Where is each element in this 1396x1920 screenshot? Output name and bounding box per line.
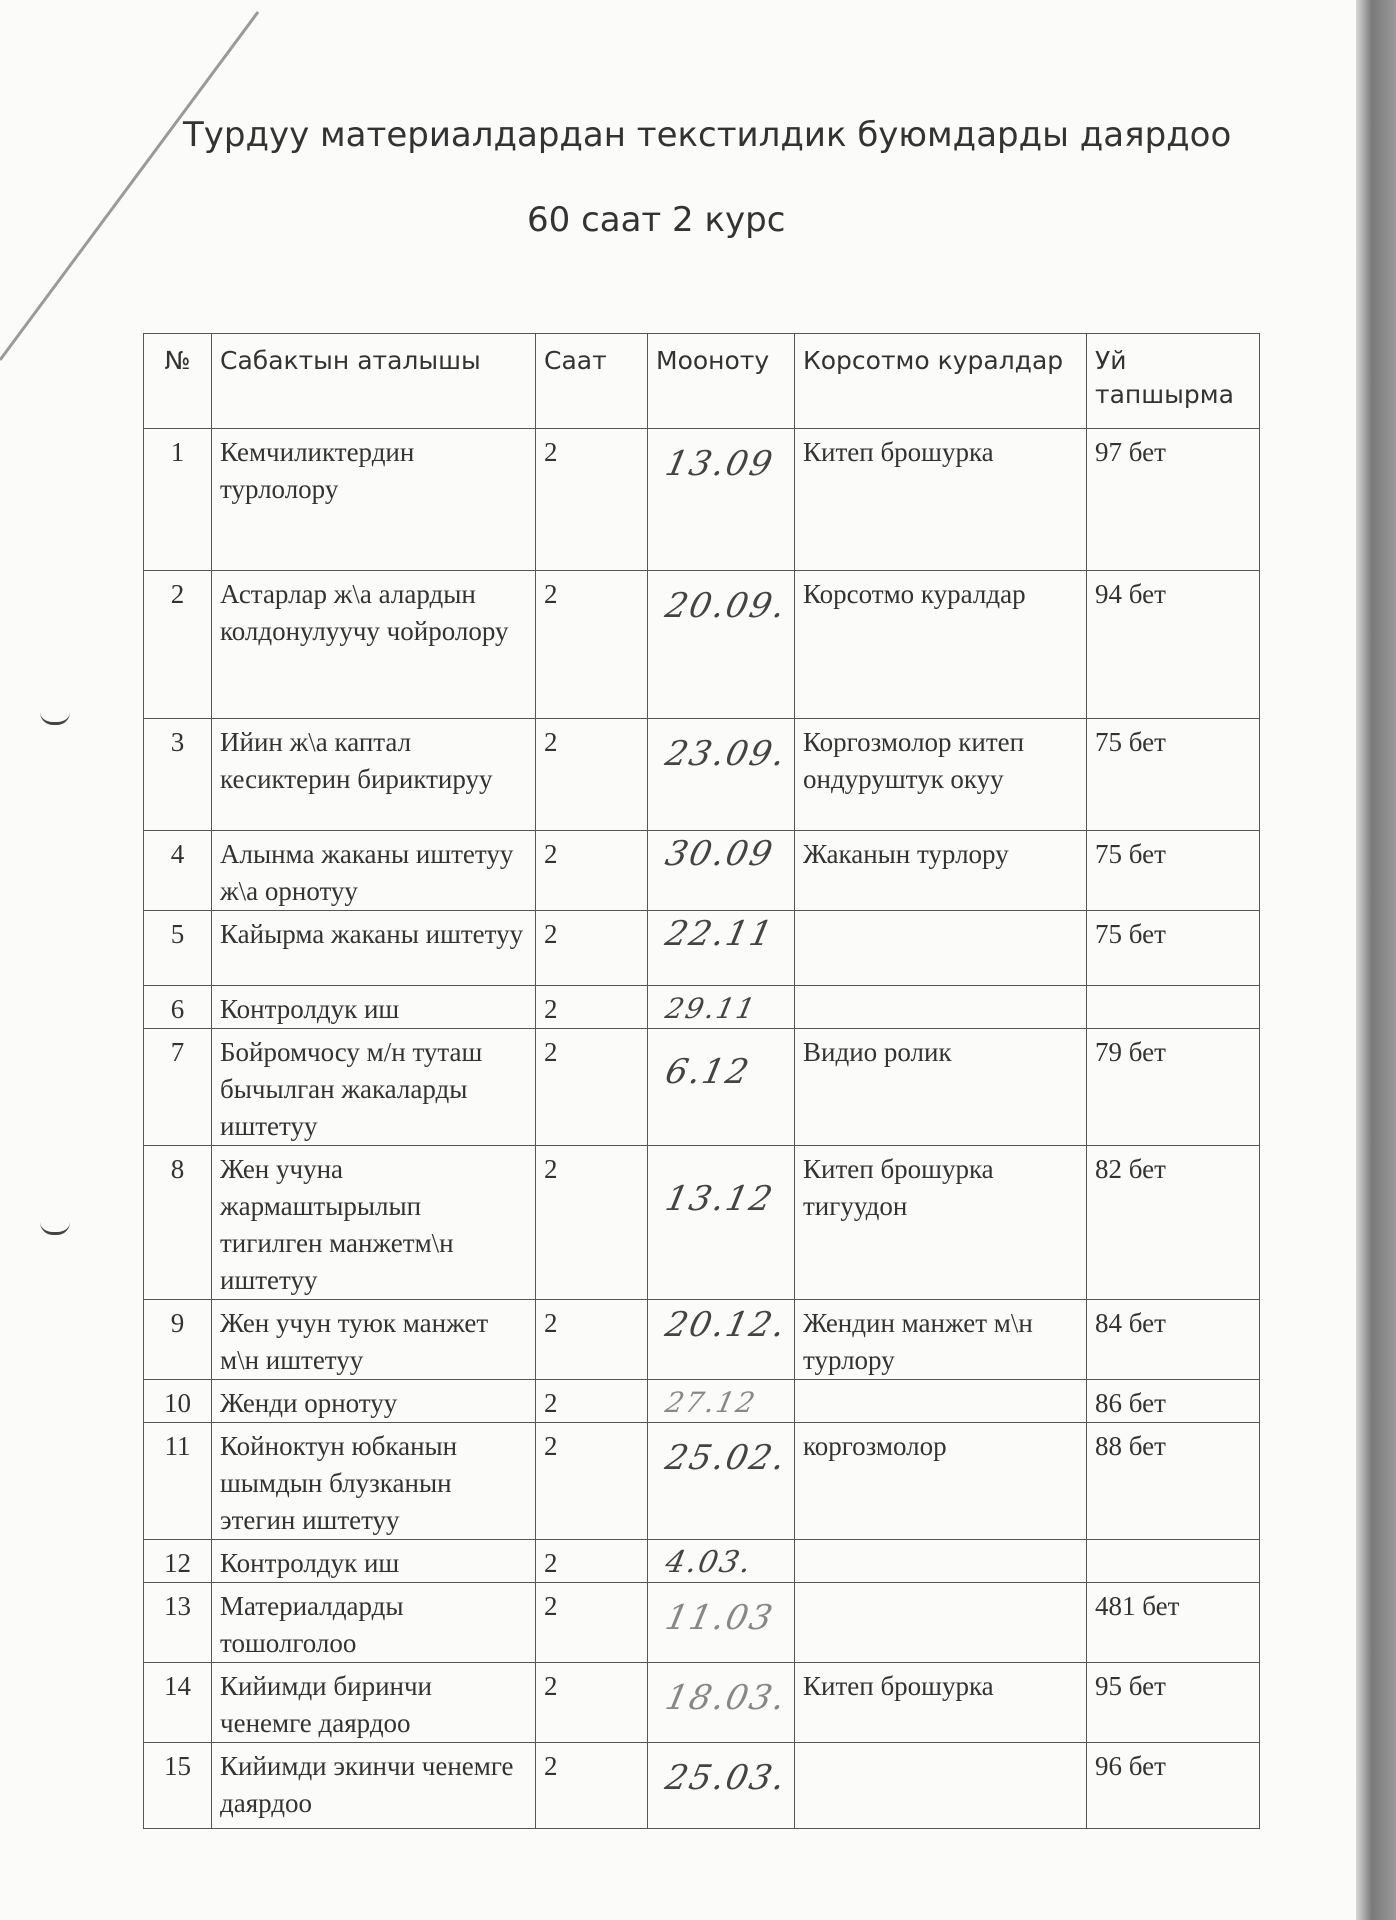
row-name: Алынма жаканы иштетуу ж\а орнотуу xyxy=(212,831,536,911)
row-name: Контролдук иш xyxy=(212,986,536,1029)
row-name: Кайырма жаканы иштетуу xyxy=(212,911,536,986)
header-num: № xyxy=(144,334,212,429)
row-hours: 2 xyxy=(536,1540,648,1583)
table-row xyxy=(144,1540,1260,1583)
table-row xyxy=(144,1300,1260,1380)
row-hours: 2 xyxy=(536,1583,648,1663)
row-num: 1 xyxy=(144,429,212,571)
row-hours: 2 xyxy=(536,429,648,571)
row-hours: 2 xyxy=(536,1663,648,1743)
scan-edge-shadow xyxy=(1356,0,1396,1920)
punch-hole-mark xyxy=(40,1222,70,1235)
table-row xyxy=(144,1380,1260,1423)
row-date: 13.12 xyxy=(648,1146,795,1300)
row-num: 10 xyxy=(144,1380,212,1423)
row-tools: Коргозмолор китеп ондуруштук окуу xyxy=(795,719,1087,831)
row-name: Кийимди биринчи ченемге даярдоо xyxy=(212,1663,536,1743)
table-header-row xyxy=(144,334,1260,429)
row-date: 25.03. xyxy=(648,1743,795,1829)
row-hours: 2 xyxy=(536,719,648,831)
row-tools: Китеп брошурка тигуудон xyxy=(795,1146,1087,1300)
row-homework: 94 бет xyxy=(1087,571,1260,719)
row-num: 4 xyxy=(144,831,212,911)
row-hours: 2 xyxy=(536,1743,648,1829)
row-num: 8 xyxy=(144,1146,212,1300)
scan-artifact-line xyxy=(0,0,280,380)
row-tools: Китеп брошурка xyxy=(795,1663,1087,1743)
row-hours: 2 xyxy=(536,1300,648,1380)
row-tools xyxy=(795,911,1087,986)
row-date: 29.11 xyxy=(648,986,795,1029)
row-hours: 2 xyxy=(536,1380,648,1423)
table-row xyxy=(144,571,1260,719)
row-tools xyxy=(795,1380,1087,1423)
row-homework xyxy=(1087,1540,1260,1583)
header-date: Мооноту xyxy=(648,334,795,429)
table-row xyxy=(144,429,1260,571)
table-row xyxy=(144,1423,1260,1540)
table-row xyxy=(144,911,1260,986)
row-homework xyxy=(1087,986,1260,1029)
table-row xyxy=(144,1743,1260,1829)
document-title: Турдуу материалдардан текстилдик буюмдарды даярдоо xyxy=(183,115,1232,155)
row-homework: 97 бет xyxy=(1087,429,1260,571)
row-tools: Китеп брошурка xyxy=(795,429,1087,571)
row-num: 13 xyxy=(144,1583,212,1663)
row-date: 20.09. xyxy=(648,571,795,719)
row-name: Контролдук иш xyxy=(212,1540,536,1583)
row-name: Жен учун туюк манжет м\н иштетуу xyxy=(212,1300,536,1380)
row-homework: 84 бет xyxy=(1087,1300,1260,1380)
row-name: Ийин ж\а каптал кесиктерин бириктируу xyxy=(212,719,536,831)
row-num: 3 xyxy=(144,719,212,831)
row-homework: 86 бет xyxy=(1087,1380,1260,1423)
row-name: Жен учуна жармаштырылып тигилген манжетм\н иштетуу xyxy=(212,1146,536,1300)
header-tools: Корсотмо куралдар xyxy=(795,334,1087,429)
row-hours: 2 xyxy=(536,911,648,986)
table-row xyxy=(144,1663,1260,1743)
punch-hole-mark xyxy=(40,712,70,725)
row-name: Койноктун юбканын шымдын блузканын этегин иштетуу xyxy=(212,1423,536,1540)
row-name: Астарлар ж\а алардын колдонулуучу чойролору xyxy=(212,571,536,719)
row-tools xyxy=(795,1583,1087,1663)
row-date: 27.12 xyxy=(648,1380,795,1423)
row-num: 6 xyxy=(144,986,212,1029)
row-tools xyxy=(795,1743,1087,1829)
row-date: 25.02. xyxy=(648,1423,795,1540)
row-tools xyxy=(795,1540,1087,1583)
row-num: 2 xyxy=(144,571,212,719)
row-name: Бойромчосу м/н туташ бычылган жакаларды иштетуу xyxy=(212,1029,536,1146)
header-hours: Саат xyxy=(536,334,648,429)
row-num: 9 xyxy=(144,1300,212,1380)
row-num: 14 xyxy=(144,1663,212,1743)
row-date: 6.12 xyxy=(648,1029,795,1146)
row-num: 7 xyxy=(144,1029,212,1146)
header-homework: Уй тапшырма xyxy=(1087,334,1260,429)
row-name: Женди орнотуу xyxy=(212,1380,536,1423)
row-name: Кемчиликтердин турлолору xyxy=(212,429,536,571)
row-tools: Жаканын турлору xyxy=(795,831,1087,911)
document-subtitle: 60 саат 2 курс xyxy=(527,200,786,240)
row-hours: 2 xyxy=(536,1146,648,1300)
table-row xyxy=(144,1583,1260,1663)
table-row xyxy=(144,1029,1260,1146)
row-hours: 2 xyxy=(536,831,648,911)
row-tools: Корсотмо куралдар xyxy=(795,571,1087,719)
header-name: Сабактын аталышы xyxy=(212,334,536,429)
row-homework: 88 бет xyxy=(1087,1423,1260,1540)
lesson-plan-table xyxy=(143,333,1260,1829)
row-homework: 96 бет xyxy=(1087,1743,1260,1829)
table-row xyxy=(144,1146,1260,1300)
table-row xyxy=(144,831,1260,911)
row-date: 30.09 xyxy=(648,831,795,911)
row-hours: 2 xyxy=(536,1029,648,1146)
row-date: 23.09. xyxy=(648,719,795,831)
row-num: 5 xyxy=(144,911,212,986)
row-name: Кийимди экинчи ченемге даярдоо xyxy=(212,1743,536,1829)
row-date: 22.11 xyxy=(648,911,795,986)
row-hours: 2 xyxy=(536,986,648,1029)
row-date: 20.12. xyxy=(648,1300,795,1380)
row-date: 4.03. xyxy=(648,1540,795,1583)
row-homework: 95 бет xyxy=(1087,1663,1260,1743)
row-date: 18.03. xyxy=(648,1663,795,1743)
row-tools xyxy=(795,986,1087,1029)
row-homework: 82 бет xyxy=(1087,1146,1260,1300)
row-hours: 2 xyxy=(536,571,648,719)
row-num: 15 xyxy=(144,1743,212,1829)
row-homework: 75 бет xyxy=(1087,831,1260,911)
table-row xyxy=(144,719,1260,831)
table-row xyxy=(144,986,1260,1029)
row-tools: коргозмолор xyxy=(795,1423,1087,1540)
row-homework: 75 бет xyxy=(1087,911,1260,986)
row-tools: Жендин манжет м\н турлору xyxy=(795,1300,1087,1380)
row-num: 11 xyxy=(144,1423,212,1540)
row-hours: 2 xyxy=(536,1423,648,1540)
row-date: 11.03 xyxy=(648,1583,795,1663)
row-tools: Видио ролик xyxy=(795,1029,1087,1146)
row-homework: 75 бет xyxy=(1087,719,1260,831)
row-homework: 79 бет xyxy=(1087,1029,1260,1146)
row-num: 12 xyxy=(144,1540,212,1583)
row-homework: 481 бет xyxy=(1087,1583,1260,1663)
row-name: Материалдарды тошолголоо xyxy=(212,1583,536,1663)
row-date: 13.09 xyxy=(648,429,795,571)
